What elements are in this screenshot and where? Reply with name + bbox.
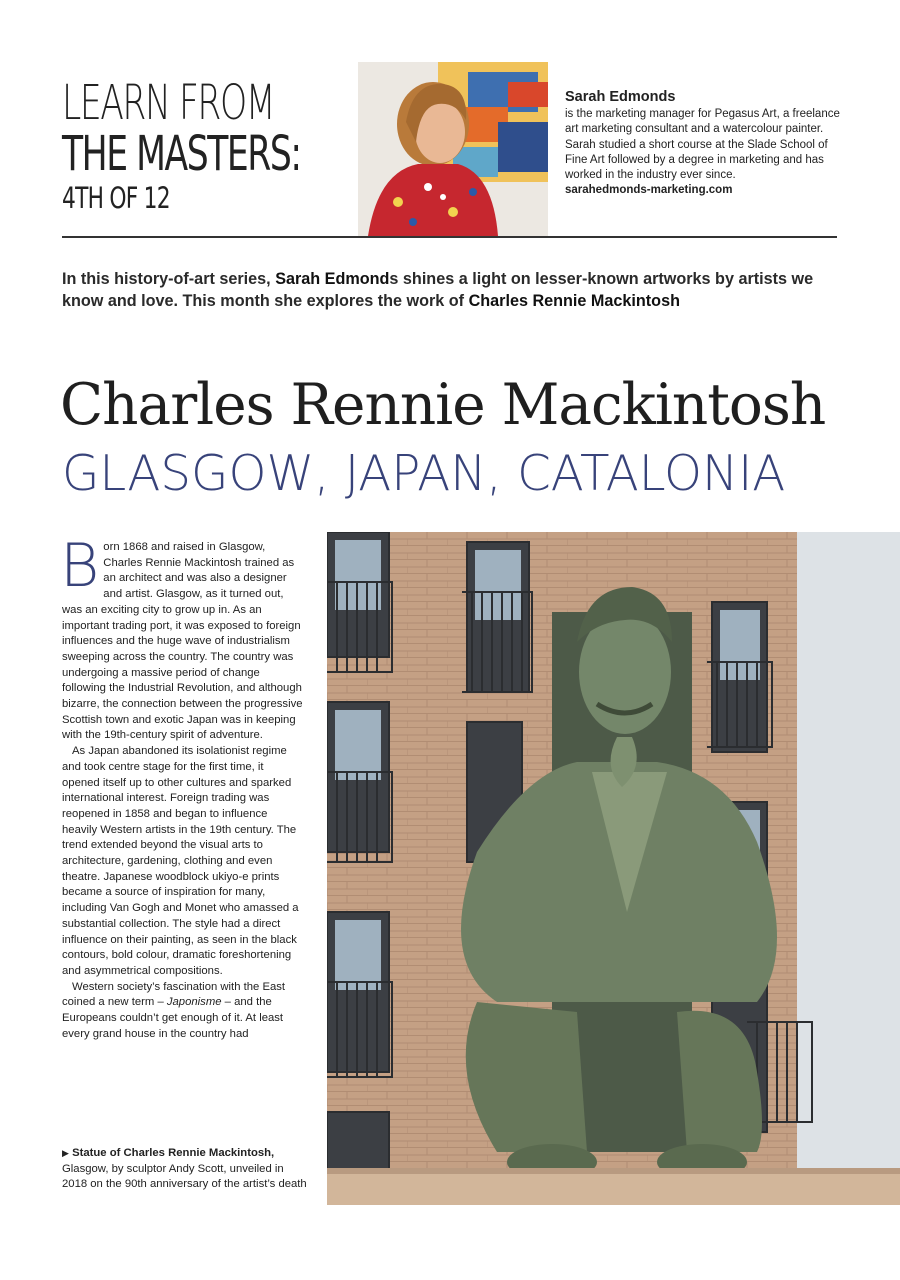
standfirst-author: Sarah Edmond xyxy=(275,270,390,288)
standfirst-intro: In this history-of-art series, xyxy=(62,270,276,288)
caption-arrow-icon: ▶ xyxy=(62,1148,69,1158)
japonisme-term: Japonisme xyxy=(166,996,222,1009)
drop-cap: B xyxy=(60,531,100,601)
article-title: Charles Rennie Mackintosh xyxy=(60,372,826,438)
author-website-link[interactable]: sarahedmonds-marketing.com xyxy=(565,184,733,197)
series-number: 4TH OF 12 xyxy=(62,181,170,215)
author-bio xyxy=(565,88,840,199)
body-paragraph: As Japan abandoned its isolationist regime and took centre stage for the first time, it opened itself up to other cultures and sparked international interest. Foreign trading was reopened in 1858 and began to influence heavily Western artists in the 19th century. The trend extended beyond the visual arts to architecture, gardening, clothing and even theatre. Japanese woodblock ukiyo-e prints became a source of inspiration for many, including Van Gogh and Monet who amassed a substantial collection. The style had a direct influence on their painting, as seen in the black contours, bold colour, dramatic foreshortening and asymmetrical compositions. xyxy=(62,745,299,977)
header-divider xyxy=(62,236,837,238)
author-name: Sarah Edmonds xyxy=(565,89,676,105)
standfirst-body: s shines a light on lesser-known artworks by artists we know and love. This month she explores the work of xyxy=(62,270,814,310)
standfirst xyxy=(62,268,842,312)
statue-photo xyxy=(327,532,900,1205)
author-bio-text: is the marketing manager for Pegasus Art, a freelance art marketing consultant and a watercolour painter. Sarah studied a short course at the Slade School of Fine Art followed by a degree in marketing and has worked in the industry ever since. xyxy=(565,108,840,182)
photo-caption xyxy=(62,1146,307,1193)
body-paragraph-3-text-b: – and the Europeans couldn’t get enough of it. At least every grand house in the country had xyxy=(62,996,284,1040)
body-paragraph-1-text: orn 1868 and raised in Glasgow, Charles Rennie Mackintosh trained as an architect and was also a designer and artist. Glasgow, as it turned out, was an exciting city to grow up in. As an important trading port, it was exposed to foreign influences and the huge wave of industrialism sweeping across the country. The country was undergoing a massive period of change following the Industrial Revolution, and although bizarre, the connection between the progressive Scottish town and exotic Japan was in keeping with the 19th-century spirit of adventure. xyxy=(62,541,303,742)
article-body xyxy=(60,531,304,1043)
body-paragraph xyxy=(62,980,304,1043)
standfirst-subject: Charles Rennie Mackintosh xyxy=(468,292,680,310)
series-title xyxy=(62,75,352,216)
author-portrait-image xyxy=(358,62,548,236)
article-subtitle: GLASGOW, JAPAN, CATALONIA xyxy=(62,445,786,502)
series-title-line1: LEARN FROM xyxy=(62,75,275,131)
author-portrait xyxy=(358,62,548,236)
caption-title: Statue of Charles Rennie Mackintosh, xyxy=(72,1147,275,1159)
statue-photo-image xyxy=(327,532,900,1205)
body-paragraph xyxy=(60,531,304,744)
series-title-line2: THE MASTERS: xyxy=(62,126,301,182)
body-paragraph-3-text-a: Western society’s fascination with the East coined a new term – xyxy=(62,980,286,1009)
caption-text: Glasgow, by sculptor Andy Scott, unveiled in 2018 on the 90th anniversary of the artist’s death xyxy=(62,1162,307,1191)
